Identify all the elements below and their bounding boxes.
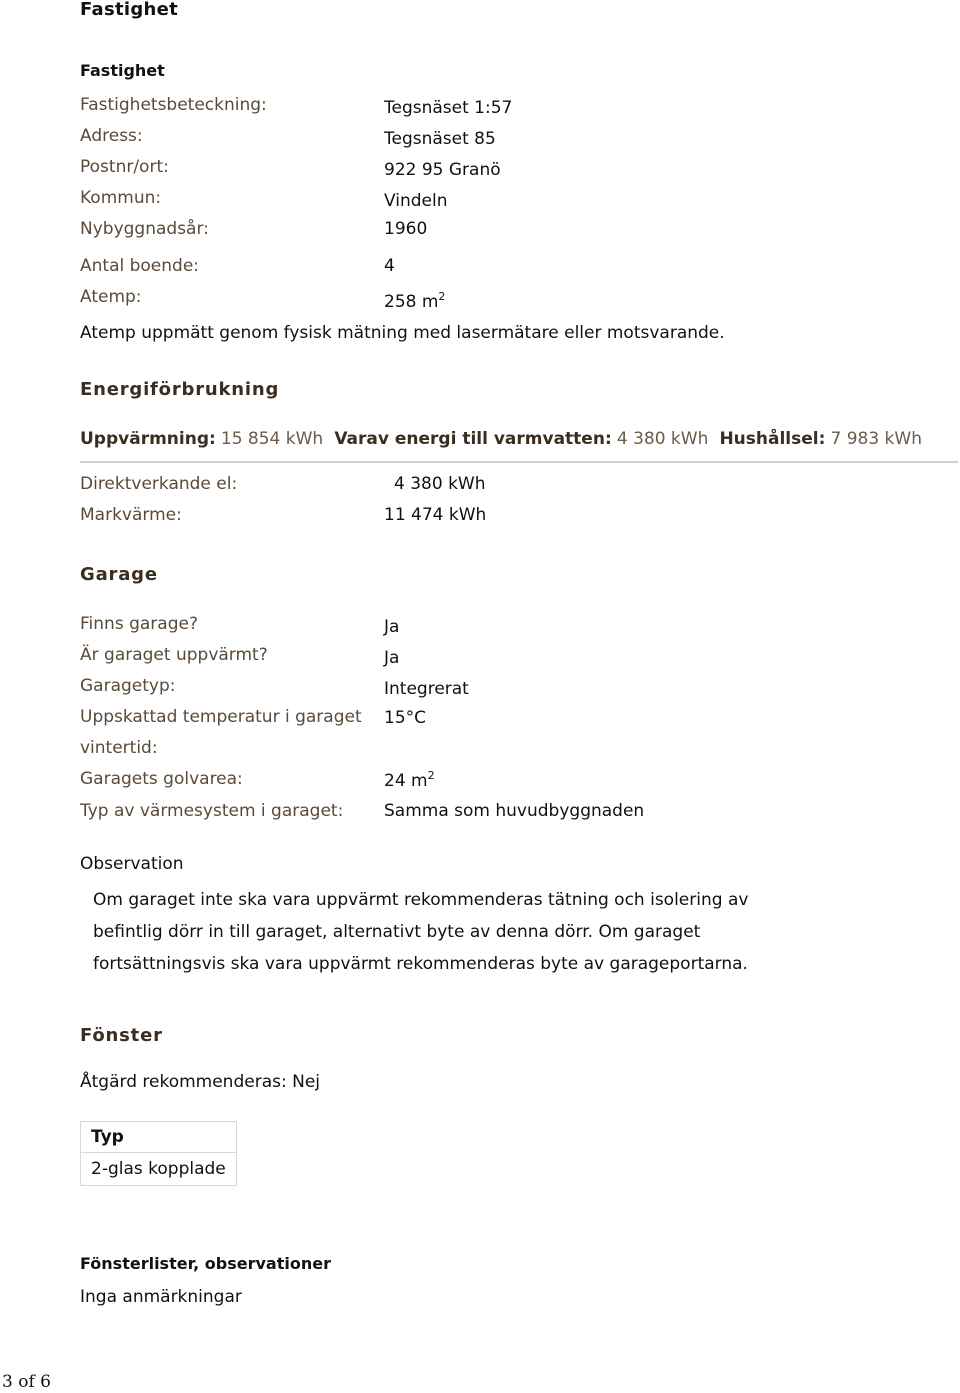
property-label-designation: Fastighetsbeteckning: [80,95,267,115]
garage-heading: Garage [80,564,158,585]
property-value-municipality: Vindeln [384,191,448,211]
property-value-residents: 4 [384,256,395,276]
garage-value-floor-area [384,770,435,792]
energy-summary-line [80,430,922,450]
garage-label-exists: Finns garage? [80,614,198,634]
atemp-note: Atemp uppmätt genom fysisk mätning med lasermätare eller motsvarande. [80,323,725,343]
windows-table-header: Typ [81,1122,237,1153]
energy-heading: Energiförbrukning [80,379,280,400]
property-value-atemp [384,291,445,313]
heating-label: Uppvärmning: [80,429,216,449]
garage-value-heating-system: Samma som huvudbyggnaden [384,801,645,821]
garage-value-heated: Ja [384,648,400,668]
property-label-build-year: Nybyggnadsår: [80,219,209,239]
garage-label-floor-area: Garagets golvarea: [80,769,243,789]
observation-heading: Observation [80,854,184,874]
garage-value-temperature: 15°C [384,708,427,728]
windows-table-cell: 2-glas kopplade [81,1153,237,1186]
garage-label-type: Garagetyp: [80,676,176,696]
floor-area-superscript: 2 [427,769,435,782]
property-label-address: Adress: [80,126,143,146]
table-row [81,1153,237,1186]
property-value-designation: Tegsnäset 1:57 [384,98,513,118]
sill-text: Inga anmärkningar [80,1287,242,1307]
property-label-municipality: Kommun: [80,188,162,208]
property-value-build-year: 1960 [384,219,428,239]
household-label: Hushållsel: [719,429,826,449]
energy-value-direct-electric: 4 380 kWh [394,474,486,494]
property-label-residents: Antal boende: [80,256,200,276]
sill-heading: Fönsterlister, observationer [80,1254,331,1273]
windows-table-header-row [81,1122,237,1153]
garage-value-exists: Ja [384,617,400,637]
atemp-value-superscript: 2 [438,290,446,303]
floor-area-text: 24 m [384,771,428,791]
heating-value: 15 854 kWh [220,429,324,449]
garage-label-temperature: Uppskattad temperatur i garaget [80,707,362,727]
windows-heading: Fönster [80,1025,163,1046]
energy-label-direct-electric: Direktverkande el: [80,474,238,494]
atemp-value-text: 258 m [384,292,439,312]
garage-value-type: Integrerat [384,679,469,699]
garage-label-heated: Är garaget uppvärmt? [80,645,268,665]
garage-label-winter: vintertid: [80,738,158,758]
property-label-postal: Postnr/ort: [80,157,169,177]
property-value-postal: 922 95 Granö [384,160,501,180]
observation-text: Om garaget inte ska vara uppvärmt rekommenderas tätning och isolering av befintlig dörr in till garaget, alternativt byte av denna dörr. Om garaget fortsättningsvis ska vara uppvärmt rekommenderas byte av garageportarna. [93,890,749,974]
energy-value-ground-heat: 11 474 kWh [384,505,487,525]
windows-action: Åtgärd rekommenderas: Nej [80,1072,321,1092]
windows-table [80,1121,237,1186]
hotwater-value: 4 380 kWh [616,429,709,449]
property-label-atemp: Atemp: [80,287,142,307]
page-title: Fastighet [80,0,179,20]
hotwater-label: Varav energi till varmvatten: [334,429,612,449]
energy-divider [80,461,958,463]
garage-label-heating-system: Typ av värmesystem i garaget: [80,801,344,821]
property-heading: Fastighet [80,61,165,80]
page-number: 3 of 6 [2,1372,51,1392]
household-value: 7 983 kWh [830,429,922,449]
property-value-address: Tegsnäset 85 [384,129,496,149]
energy-label-ground-heat: Markvärme: [80,505,182,525]
